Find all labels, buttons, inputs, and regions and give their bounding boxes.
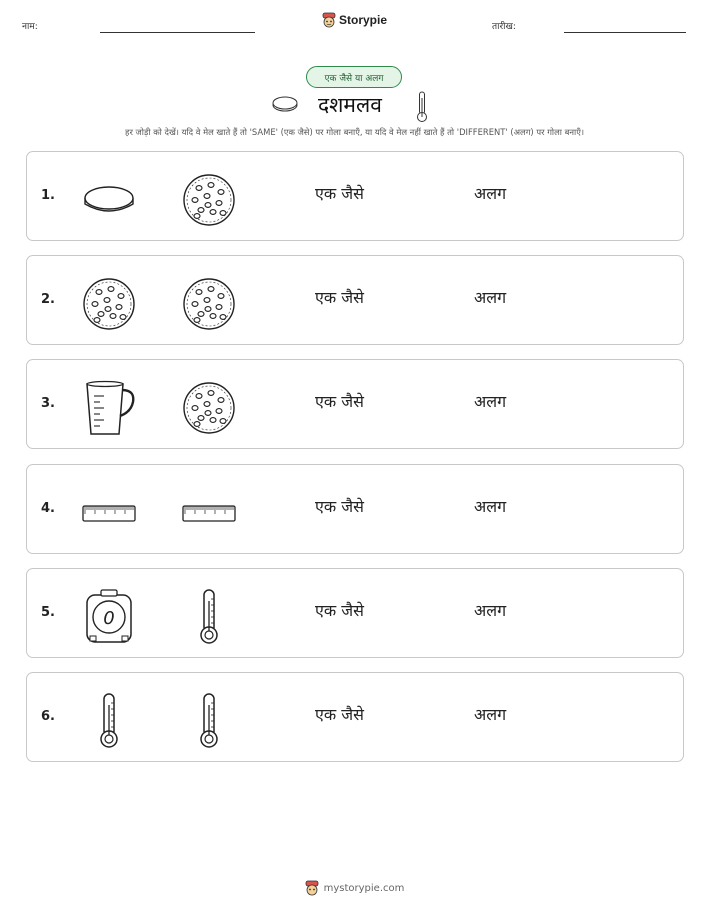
thermometer-icon (181, 693, 237, 749)
instructions: हर जोड़ी को देखें। यदि वे मेल खाते हैं तो 'SAME' (एक जैसे) पर गोला बनाएँ, या यदि वे मेल नहीं खाते हैं तो 'DIFFERENT' (अलग) पर गोला बनाएँ। (125, 127, 584, 137)
option-same[interactable]: एक जैसे (315, 705, 364, 724)
question-card (26, 464, 684, 554)
ruler-icon (181, 485, 237, 541)
coin-icon (81, 172, 137, 228)
question-number: 4. (41, 501, 55, 516)
cookie-icon (181, 172, 237, 228)
option-different[interactable]: अलग (474, 184, 507, 203)
option-different[interactable]: अलग (474, 497, 507, 516)
footer (0, 880, 709, 896)
storypie-mascot-icon (322, 12, 336, 28)
footer-url: mystorypie.com (323, 882, 405, 894)
option-same[interactable]: एक जैसे (315, 601, 364, 620)
option-same[interactable]: एक जैसे (315, 497, 364, 516)
option-different[interactable]: अलग (474, 601, 507, 620)
option-same[interactable]: एक जैसे (315, 288, 364, 307)
option-same[interactable]: एक जैसे (315, 392, 364, 411)
svg-text:0: 0 (103, 608, 115, 629)
question-number: 1. (41, 188, 55, 203)
question-number: 5. (41, 605, 55, 620)
question-card (26, 255, 684, 345)
date-label: तारीख: (492, 22, 516, 32)
question-card (26, 568, 684, 658)
thermometer-icon (416, 90, 428, 124)
name-label: नाम: (22, 22, 38, 32)
option-different[interactable]: अलग (474, 392, 507, 411)
storypie-mascot-icon (305, 880, 319, 896)
option-different[interactable]: अलग (474, 705, 507, 724)
thermometer-icon (181, 589, 237, 645)
option-different[interactable]: अलग (474, 288, 507, 307)
brand-logo (322, 12, 387, 28)
question-number: 6. (41, 709, 55, 724)
question-card (26, 672, 684, 762)
timer-icon (81, 589, 137, 645)
cookie-icon (181, 276, 237, 332)
option-same[interactable]: एक जैसे (315, 184, 364, 203)
ruler-icon (81, 485, 137, 541)
question-card (26, 151, 684, 241)
worksheet-type-badge: एक जैसे या अलग (306, 66, 402, 88)
cookie-icon (181, 380, 237, 436)
thermometer-icon (81, 693, 137, 749)
measuring-cup-icon (81, 380, 137, 436)
brand-name: Storypie (339, 13, 388, 27)
cookie-icon (81, 276, 137, 332)
coin-icon (271, 95, 299, 113)
name-field-line[interactable] (100, 32, 255, 33)
question-number: 2. (41, 292, 55, 307)
date-field-line[interactable] (564, 32, 686, 33)
title-row (0, 88, 709, 124)
page-title: दशमलव (318, 93, 382, 117)
question-card (26, 359, 684, 449)
question-number: 3. (41, 396, 55, 411)
